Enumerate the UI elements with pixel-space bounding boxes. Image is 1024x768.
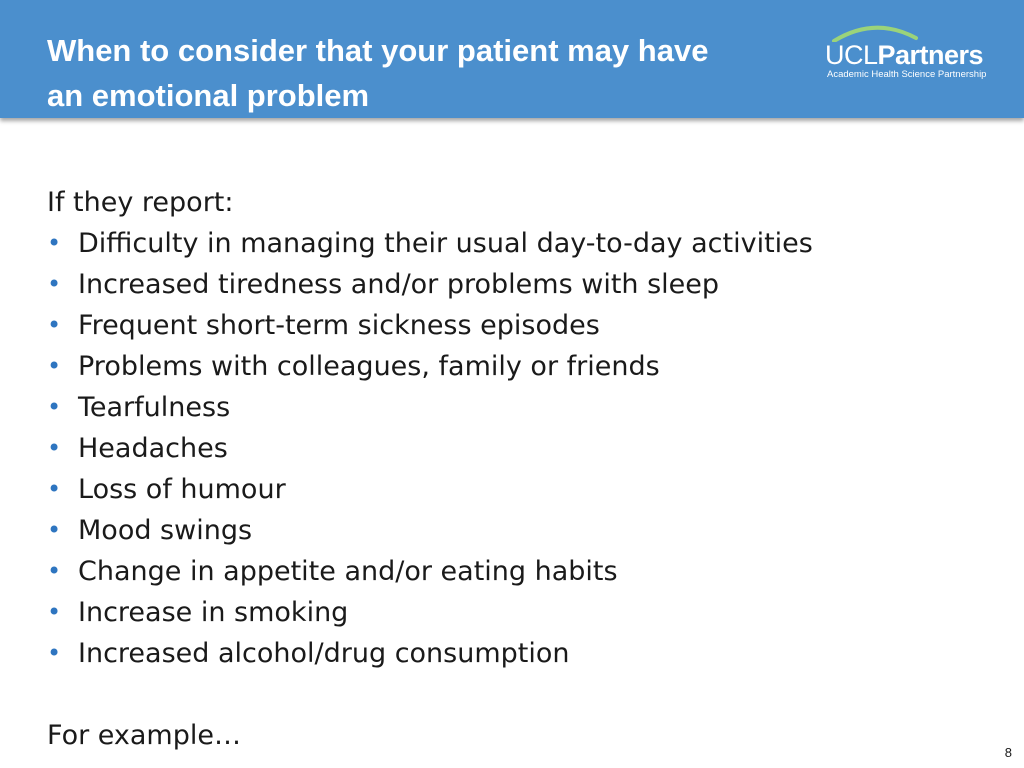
- page-number: 8: [1004, 745, 1012, 760]
- list-item: [47, 633, 977, 674]
- list-item: [47, 592, 977, 633]
- list-item-text: Tearfulness: [78, 392, 231, 423]
- list-item-text: Loss of humour: [78, 474, 286, 505]
- list-item-text: Increase in smoking: [78, 597, 349, 628]
- list-item: [47, 428, 977, 469]
- list-item-text: Increased alcohol/drug consumption: [78, 638, 570, 669]
- logo-ucl-text: UCL: [825, 40, 878, 70]
- bullet-icon: •: [47, 270, 62, 298]
- list-item-text: Increased tiredness and/or problems with sleep: [78, 269, 720, 300]
- list-item-text: Problems with colleagues, family or friends: [78, 351, 660, 382]
- intro-text: If they report:: [47, 187, 234, 218]
- symptom-list: [47, 223, 977, 674]
- example-text: For example…: [47, 720, 241, 751]
- logo-wordmark: [825, 40, 983, 70]
- bullet-icon: •: [47, 598, 62, 626]
- list-item: [47, 469, 977, 510]
- list-item: [47, 264, 977, 305]
- bullet-icon: •: [47, 475, 62, 503]
- list-item: [47, 223, 977, 264]
- list-item: [47, 346, 977, 387]
- list-item: [47, 551, 977, 592]
- list-item-text: Mood swings: [78, 515, 253, 546]
- list-item-text: Difficulty in managing their usual day-to-day activities: [78, 228, 813, 259]
- list-item-text: Change in appetite and/or eating habits: [78, 556, 618, 587]
- bullet-icon: •: [47, 516, 62, 544]
- list-item: [47, 510, 977, 551]
- slide-body: [47, 182, 977, 756]
- list-item-text: Frequent short-term sickness episodes: [78, 310, 600, 341]
- header-bar: [0, 0, 1024, 118]
- logo-partners-text: Partners: [877, 40, 984, 70]
- slide-title: When to consider that your patient may have an emotional problem: [47, 33, 709, 113]
- logo-tagline: Academic Health Science Partnership: [827, 69, 987, 80]
- bullet-icon: •: [47, 434, 62, 462]
- bullet-icon: •: [47, 393, 62, 421]
- list-item: [47, 305, 977, 346]
- list-item-text: Headaches: [78, 433, 228, 464]
- bullet-icon: •: [47, 639, 62, 667]
- uclpartners-logo: [822, 24, 992, 84]
- bullet-icon: •: [47, 557, 62, 585]
- bullet-icon: •: [47, 352, 62, 380]
- bullet-icon: •: [47, 229, 62, 257]
- bullet-icon: •: [47, 311, 62, 339]
- list-item: [47, 387, 977, 428]
